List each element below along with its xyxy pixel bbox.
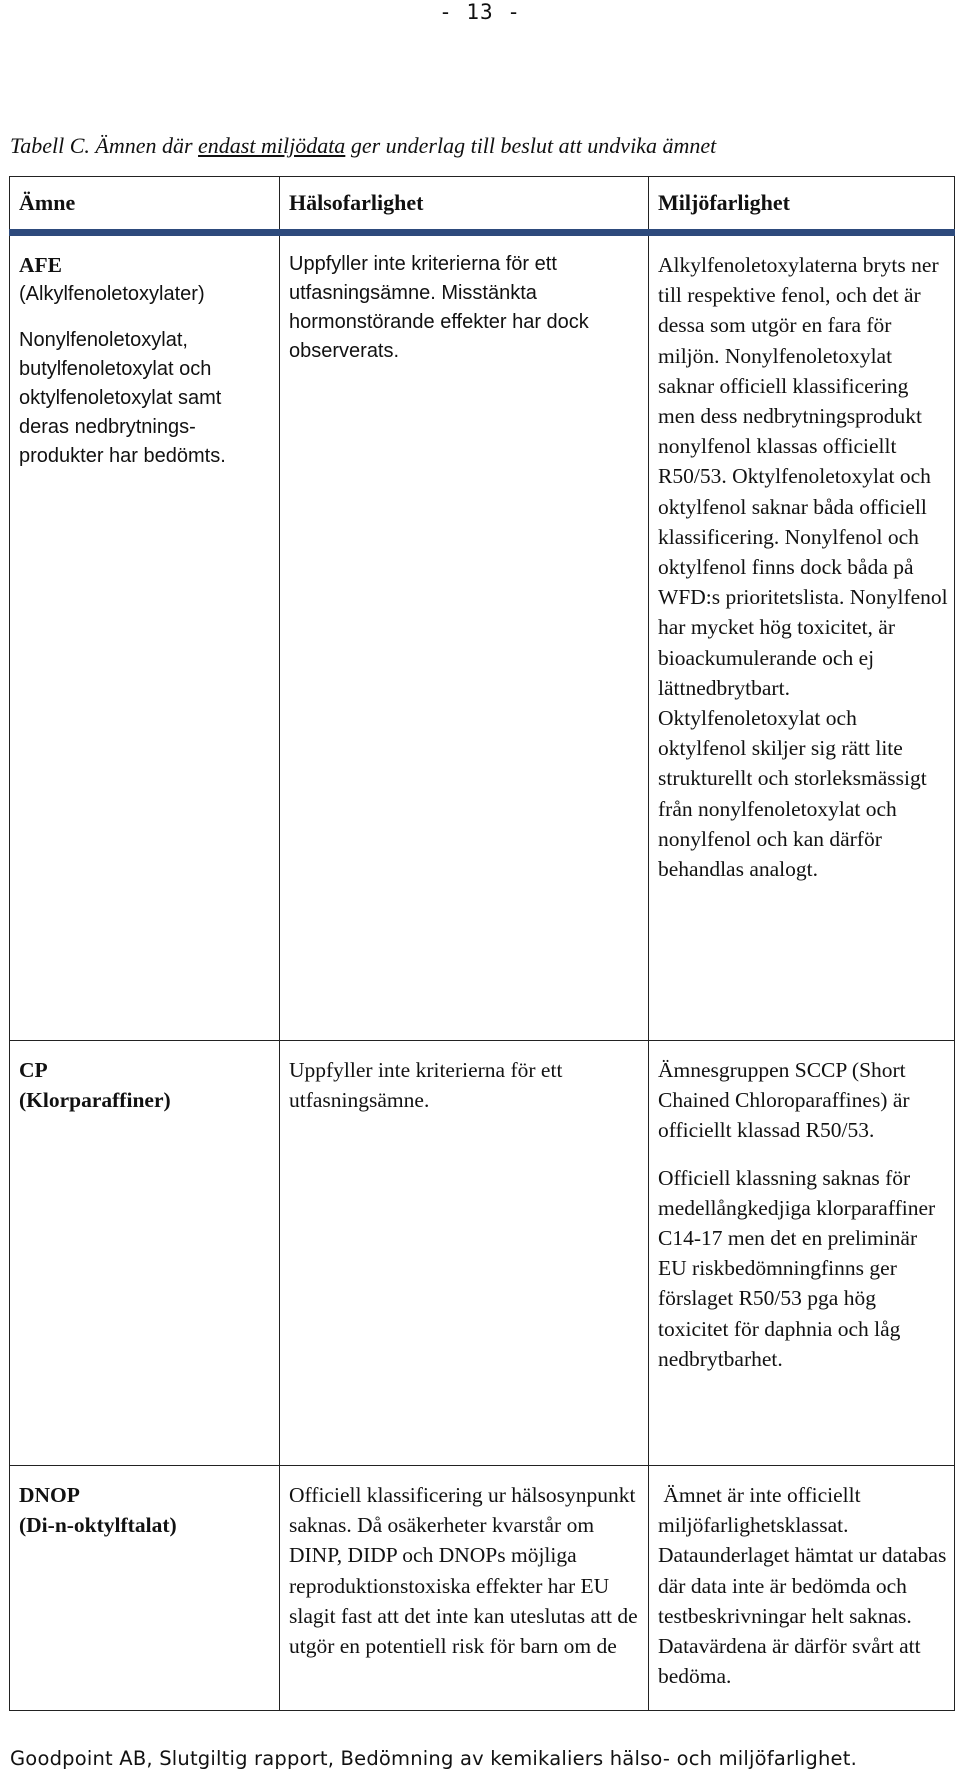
substance-name: CP xyxy=(19,1058,48,1082)
substance-full-name: (Alkylfenoletoxylater) xyxy=(19,283,205,306)
caption-suffix: ger underlag till beslut att undvika ämnet xyxy=(345,133,717,158)
substance-name: DNOP xyxy=(19,1483,80,1507)
environment-text: Ämnet är inte officiellt miljöfarlighetsklassat. Dataunderlaget hämtat ur databas där data inte är bedömda och testbeskrivningar helt saknas. Datavärdena är därför svårt att bedöma. xyxy=(658,1483,952,1689)
substance-full-name: (Klorparaffiner) xyxy=(19,1088,171,1113)
environment-text: Ämnesgruppen SCCP (Short Chained Chloroparaffines) är officiellt klassad R50/53. xyxy=(658,1058,910,1143)
header-substance: Ämne xyxy=(10,177,280,233)
table-row xyxy=(10,233,955,1041)
table-row xyxy=(10,1466,955,1711)
health-text: Uppfyller inte kriterierna för ett utfasningsämne. Misstänkta hormonstörande effekter har dock observerats. xyxy=(289,253,589,362)
page-footer: Goodpoint AB, Slutgiltig rapport, Bedömning av kemikaliers hälso- och miljöfarlighet. xyxy=(10,1747,857,1770)
health-text: Officiell klassificering ur hälsosynpunkt saknas. Då osäkerheter kvarstår om DINP, DIDP och DNOPs möjliga reproduktionstoxiska effekter har EU slagit fast att det inte kan uteslutas att de utgör en potentiell risk för barn om de xyxy=(289,1483,638,1659)
table-header-row xyxy=(10,177,955,233)
substance-note: Nonylfenoletoxylat, butylfenoletoxylat och oktylfenoletoxylat samt deras nedbrytnings-produkter har bedömts. xyxy=(19,329,226,468)
caption-underlined: endast miljödata xyxy=(198,133,346,158)
environment-cell xyxy=(649,1041,955,1466)
health-cell xyxy=(280,1466,649,1711)
substance-table xyxy=(9,176,955,1711)
health-text: Uppfyller inte kriterierna för ett utfasningsämne. xyxy=(289,1058,563,1113)
caption-prefix: Tabell C. Ämnen där xyxy=(10,133,199,158)
substance-cell xyxy=(10,1041,280,1466)
health-cell xyxy=(280,233,649,1041)
environment-text: Alkylfenoletoxylaterna bryts ner till respektive fenol, och det är dessa som utgör en fara för miljön. Nonylfenoletoxylat saknar officiell klassificering men dess nedbrytningsprodukt nonylfenol klassas officiellt R50/53. Oktylfenoletoxylat och oktylfenol saknar båda officiell klassificering. Nonylfenol och oktylfenol finns dock båda på WFD:s prioritetslista. Nonylfenol har mycket hög toxicitet, är bioackumulerande och ej lättnedbrytbart. Oktylfenoletoxylat och oktylfenol skiljer sig rätt lite strukturellt och storleksmässigt från nonylfenoletoxylat och nonylfenol och kan därför behandlas analogt. xyxy=(658,253,948,882)
substance-name: AFE xyxy=(19,253,62,277)
environment-cell xyxy=(649,233,955,1041)
substance-full-name: (Di-n-oktylftalat) xyxy=(19,1513,177,1538)
header-health: Hälsofarlighet xyxy=(280,177,649,233)
environment-text-2: Officiell klassning saknas för medellångkedjiga klorparaffiner C14-17 men det en preliminär EU riskbedömningfinns ger förslaget R50/53 pga hög toxicitet för daphnia och låg nedbrytbarhet. xyxy=(658,1165,936,1371)
health-cell xyxy=(280,1041,649,1466)
header-environment: Miljöfarlighet xyxy=(649,177,955,233)
table-caption xyxy=(10,133,716,159)
substance-cell xyxy=(10,1466,280,1711)
table-row xyxy=(10,1041,955,1466)
page-number: - 13 - xyxy=(439,0,521,24)
environment-cell xyxy=(649,1466,955,1711)
substance-cell xyxy=(10,233,280,1041)
